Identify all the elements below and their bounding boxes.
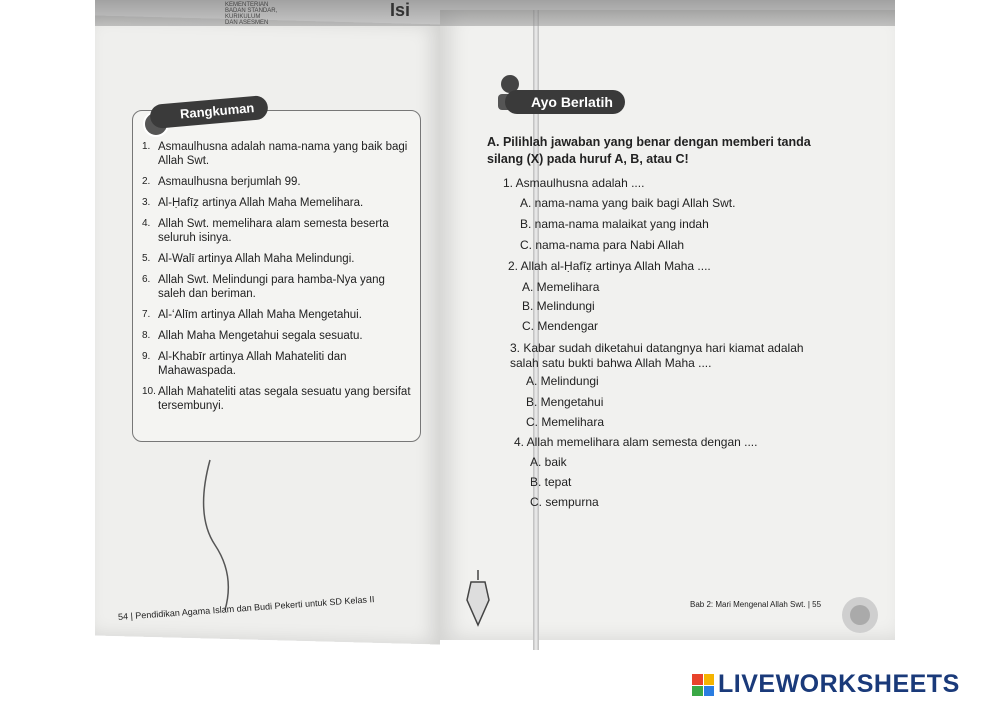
summary-item: 2. Asmaulhusna berjumlah 99. <box>142 176 301 188</box>
practice-badge: Ayo Berlatih <box>505 90 625 114</box>
question-4: 4. Allah memelihara alam semesta dengan .... <box>514 435 758 449</box>
question-2: 2. Allah al-Ḥafīẓ artinya Allah Maha .... <box>508 259 711 273</box>
left-footer: 54 | Pendidikan Agama Islam dan Budi Pekerti untuk SD Kelas II <box>117 594 375 622</box>
summary-item: 4. Allah Swt. memelihara alam semesta beserta seluruh isinya. <box>142 218 389 244</box>
option-4a[interactable]: A. baik <box>530 455 567 469</box>
option-1c[interactable]: C. nama-nama para Nabi Allah <box>520 238 685 252</box>
option-1b[interactable]: B. nama-nama malaikat yang indah <box>520 217 709 231</box>
brand-name: LIVEWORKSHEETS <box>718 670 960 698</box>
option-3b[interactable]: B. Mengetahui <box>526 395 604 409</box>
instruction-text: A. Pilihlah jawaban yang benar dengan memberi tanda silang (X) pada huruf A, B, atau C! <box>487 135 811 166</box>
top-strip <box>95 0 895 26</box>
lantern-icon <box>463 570 493 630</box>
liveworksheets-logo-icon <box>692 674 714 696</box>
ornament-icon <box>830 580 890 640</box>
option-2b[interactable]: B. Melindungi <box>522 299 595 313</box>
summary-item: 5. Al-Walī artinya Allah Maha Melindungi. <box>142 253 355 265</box>
summary-item: 3. Al-Ḥafīẓ artinya Allah Maha Memelihara. <box>142 197 364 209</box>
option-2a[interactable]: A. Memelihara <box>522 280 600 294</box>
summary-item: 8. Allah Maha Mengetahui segala sesuatu. <box>142 330 363 342</box>
summary-list <box>142 140 412 420</box>
option-3a[interactable]: A. Melindungi <box>526 374 599 388</box>
option-2c[interactable]: C. Mendengar <box>522 319 599 333</box>
summary-item: 7. Al-‘Alīm artinya Allah Maha Mengetahui. <box>142 309 362 321</box>
decorative-curve <box>195 455 255 615</box>
right-footer: Bab 2: Mari Mengenal Allah Swt. | 55 <box>690 600 822 609</box>
summary-badge: Rangkuman <box>149 95 269 129</box>
option-3c[interactable]: C. Memelihara <box>526 415 605 429</box>
option-1a[interactable]: A. nama-nama yang baik bagi Allah Swt. <box>520 196 736 210</box>
option-4c[interactable]: C. sempurna <box>530 495 599 509</box>
emblem-text: KEMENTERIAN BADAN STANDAR, KURIKULUM DAN ASESMEN <box>225 2 278 26</box>
summary-item: 10. Allah Mahateliti atas segala sesuatu yang bersifat tersembunyi. <box>142 386 411 412</box>
summary-item: 6. Allah Swt. Melindungi para hamba-Nya yang saleh dan beriman. <box>142 274 385 300</box>
question-1: 1. Asmaulhusna adalah .... <box>503 176 645 190</box>
top-title: Isi <box>390 0 411 20</box>
summary-item: 1. Asmaulhusna adalah nama-nama yang baik bagi Allah Swt. <box>142 141 408 167</box>
question-3: 3. Kabar sudah diketahui datangnya hari kiamat adalah salah satu bukti bahwa Allah Maha .... <box>510 341 804 370</box>
option-4b[interactable]: B. tepat <box>530 475 572 489</box>
summary-item: 9. Al-Khabīr artinya Allah Mahateliti dan Mahawaspada. <box>142 351 347 377</box>
